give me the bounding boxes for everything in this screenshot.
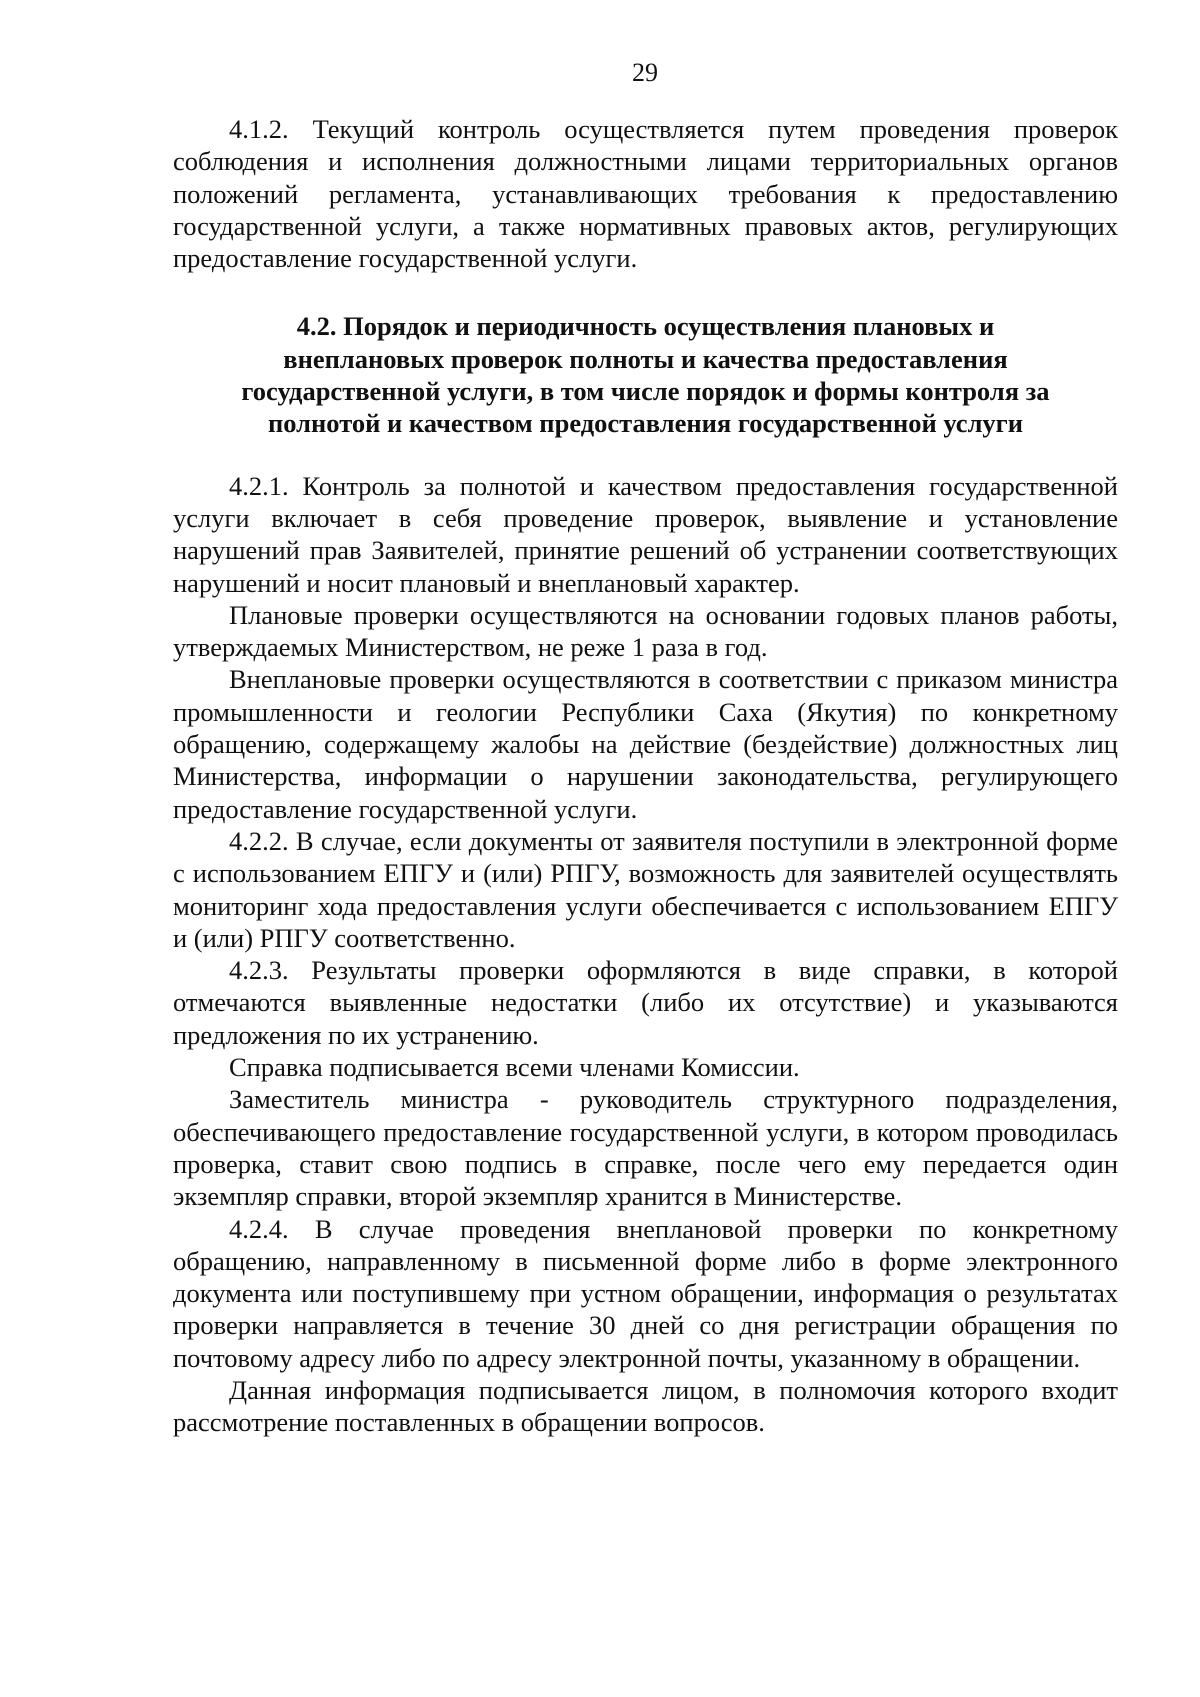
- spacer: [173, 440, 1118, 470]
- paragraph-certificate-signing: Справка подписывается всеми членами Комиссии.: [229, 1052, 800, 1083]
- heading-line: государственной услуги, в том числе порядок и формы контроля за: [241, 376, 1050, 407]
- heading-line: полнотой и качеством предоставления государственной услуги: [267, 408, 1023, 439]
- paragraph-4-2-4: 4.2.4. В случае проведения внеплановой проверки по конкретному обращению, направленному в письменной форме либо в форме электронного документа или поступившему при устном обращении, информация о результатах проверки направляется в течение 30 дней со дня регистрации обращения по почтовому адресу либо по адресу электронной почты, указанному в обращении.: [173, 1213, 1118, 1373]
- paragraph-4-2-3: 4.2.3. Результаты проверки оформляются в виде справки, в которой отмечаются выявленные недостатки (либо их отсутствие) и указываются предложения по их устранению.: [173, 955, 1118, 1050]
- paragraph-information-signing: Данная информация подписывается лицом, в полномочия которого входит рассмотрение поставленных в обращении вопросов.: [173, 1374, 1118, 1438]
- document-body: [173, 113, 1118, 1439]
- paragraph-deputy-minister: Заместитель министра - руководитель структурного подразделения, обеспечивающего предоставление государственной услуги, в котором проводилась проверка, ставит свою подпись в справке, после чего ему передается один экземпляр справки, второй экземпляр хранится в Министерстве.: [173, 1084, 1118, 1212]
- heading-line: 4.2. Порядок и периодичность осуществления плановых и: [296, 311, 995, 342]
- paragraph-planned-checks: Плановые проверки осуществляются на основании годовых планов работы, утверждаемых Министерством, не реже 1 раза в год.: [173, 599, 1118, 663]
- paragraph-4-2-2: 4.2.2. В случае, если документы от заявителя поступили в электронной форме с использованием ЕПГУ и (или) РПГУ, возможность для заявителей осуществлять мониторинг хода предоставления услуги обеспечивается с использованием ЕПГУ и (или) РПГУ соответственно.: [173, 825, 1118, 953]
- heading-line: внеплановых проверок полноты и качества предоставления: [283, 343, 1008, 374]
- paragraph-4-2-1: 4.2.1. Контроль за полнотой и качеством предоставления государственной услуги включает в себя проведение проверок, выявление и установление нарушений прав Заявителей, принятие решений об устранении соответствующих нарушений и носит плановый и внеплановый характер.: [173, 470, 1118, 598]
- paragraph-4-1-2: 4.1.2. Текущий контроль осуществляется путем проведения проверок соблюдения и исполнения должностными лицами территориальных органов положений регламента, устанавливающих требования к предоставлению государственной услуги, а также нормативных правовых актов, регулирующих предоставление государственной услуги.: [173, 114, 1118, 274]
- paragraph-unplanned-checks: Внеплановые проверки осуществляются в соответствии с приказом министра промышленности и геологии Республики Саха (Якутия) по конкретному обращению, содержащему жалобы на действие (бездействие) должностных лиц Министерства, информации о нарушении законодательства, регулирующего предоставление государственной услуги.: [173, 664, 1118, 824]
- page-number: 29: [632, 58, 658, 87]
- section-heading-4-2: [173, 310, 1118, 439]
